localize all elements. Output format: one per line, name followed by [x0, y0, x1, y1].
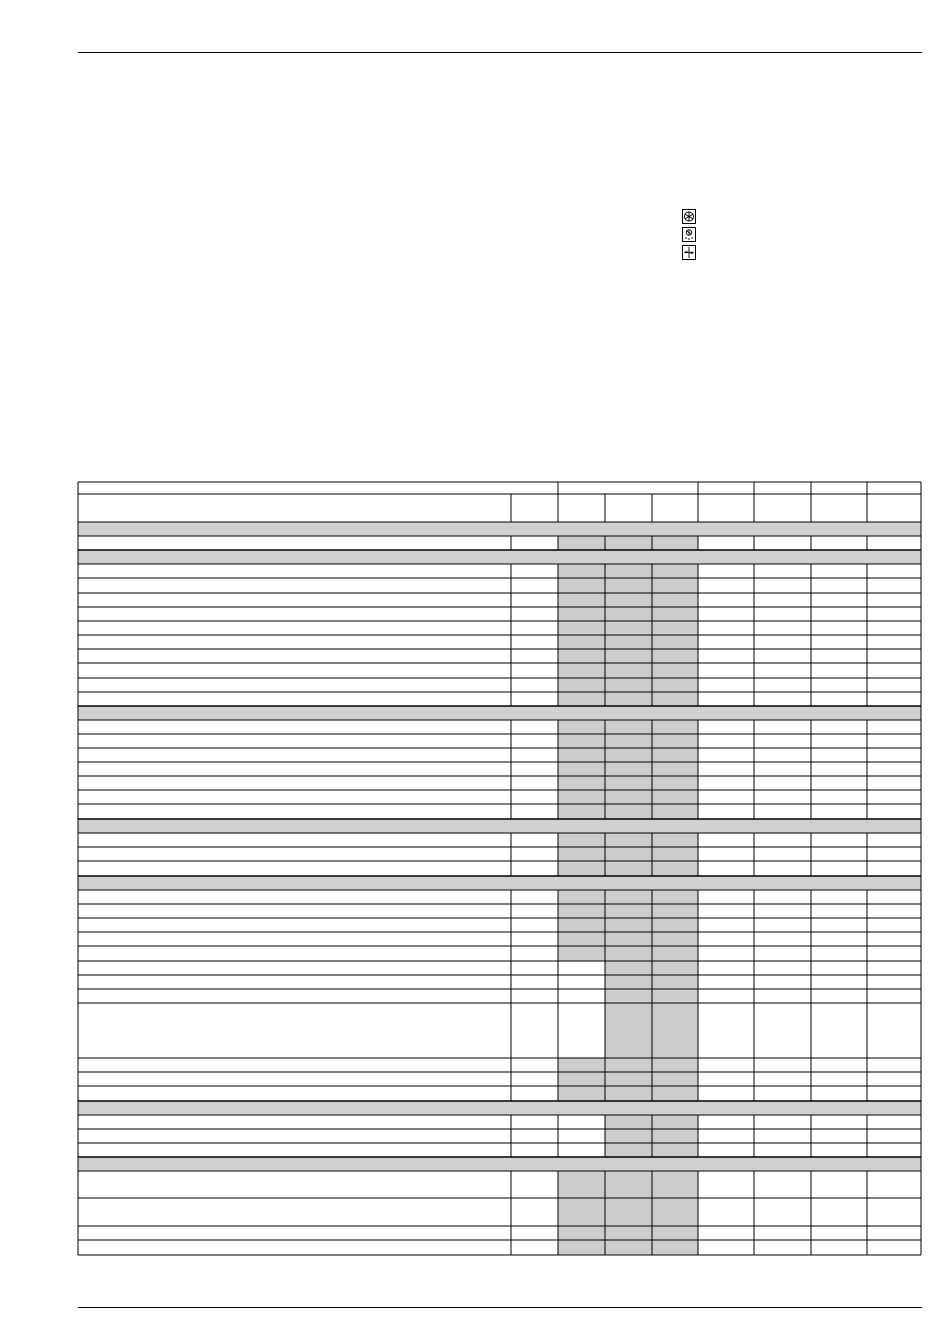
shaded-cell: [652, 1171, 698, 1255]
shaded-cell: [558, 833, 605, 876]
shaded-cell: [605, 1115, 652, 1157]
section-header-band: [78, 819, 921, 833]
shaded-cell: [605, 1171, 652, 1255]
shaded-cell: [652, 890, 698, 961]
shaded-cell: [558, 1058, 605, 1101]
section-header-band: [78, 550, 921, 564]
section-header-band: [78, 1157, 921, 1171]
shaded-cell: [558, 890, 605, 961]
shaded-cell: [605, 833, 652, 876]
section-header-band: [78, 876, 921, 890]
shaded-cell: [558, 1171, 605, 1255]
shaded-cell: [605, 890, 652, 961]
shaded-cell: [652, 1058, 698, 1101]
shaded-cell: [652, 833, 698, 876]
shaded-cell: [652, 1115, 698, 1157]
shaded-cell: [652, 961, 698, 1058]
shaded-cell: [605, 961, 652, 1058]
shaded-cell: [558, 536, 605, 550]
section-header-band: [78, 706, 921, 720]
shaded-cell: [652, 536, 698, 550]
section-header-band: [78, 1101, 921, 1115]
shaded-cell: [605, 1058, 652, 1101]
shaded-cell: [605, 536, 652, 550]
section-header-band: [78, 522, 921, 536]
